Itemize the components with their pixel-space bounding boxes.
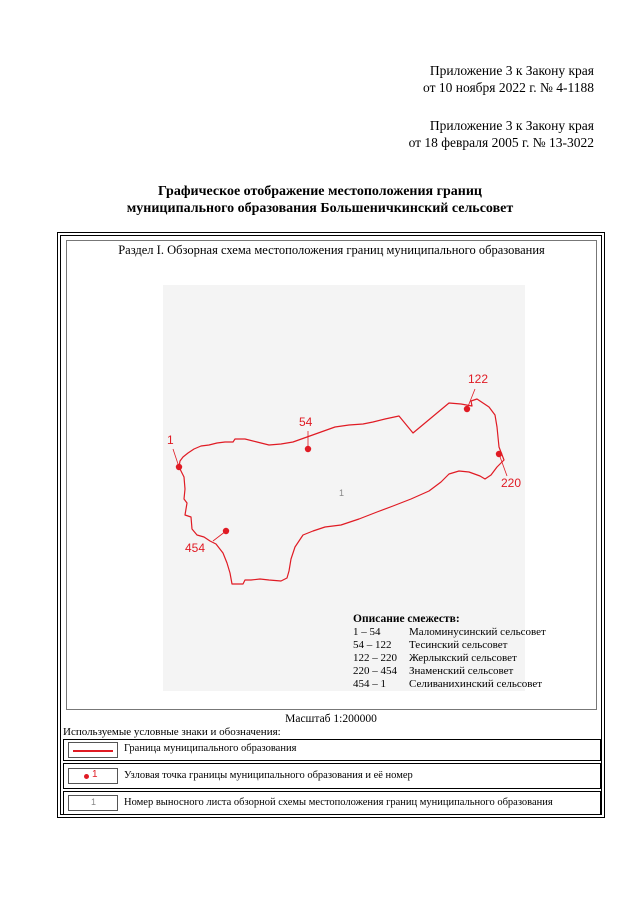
legend-item-label: Номер выносного листа обзорной схемы местоположения границ муниципального образования [124,797,553,808]
adjacency-range: 122 – 220 [353,652,397,664]
adjacency-neighbor: Маломинусинский сельсовет [409,626,546,638]
sheet-number: 1 [339,488,345,498]
adjacency-range: 220 – 454 [353,665,397,677]
sheet-number-icon-label: 1 [91,797,97,807]
adjacency-neighbor: Жерлыкский сельсовет [409,652,517,664]
document-title-line2: муниципального образования Большеничкинский сельсовет [126,201,514,216]
adjacency-description [353,613,546,691]
adjacency-row [353,652,546,665]
adjacency-range: 454 – 1 [353,678,386,690]
node-label-454: 454 [185,541,206,555]
section-title: Раздел I. Обзорная схема местоположения границ муниципального образования [118,243,545,257]
red-point-icon [68,768,118,784]
law-reference-2-line1: Приложение 3 к Закону края [429,118,594,133]
node-label-1: 1 [167,433,174,447]
node-label-220: 220 [501,476,522,490]
node-label-54: 54 [299,415,313,429]
map-scale: Масштаб 1:200000 [285,713,377,725]
law-reference-2 [409,117,594,151]
overview-section [66,240,597,710]
legend-item-node-point [63,763,601,789]
node-point-220 [496,451,522,490]
adjacency-neighbor: Тесинский сельсовет [409,639,508,651]
law-reference-1-line2: от 10 ноября 2022 г. № 4-1188 [423,80,594,95]
document-title-line1: Графическое отображение местоположения границ [158,184,482,199]
legend-item-boundary [63,739,601,761]
map-frame-inner [60,235,602,815]
red-line-icon [68,742,118,758]
red-point-icon-label: 1 [92,769,98,780]
legend-item-label: Узловая точка границы муниципального образования и её номер [124,770,413,781]
adjacency-row [353,626,546,639]
adjacency-row [353,639,546,652]
adjacency-title: Описание смежеств: [353,613,460,625]
node-point-1 [167,433,182,470]
legend-title: Используемые условные знаки и обозначения: [63,726,281,738]
node-point-454 [185,528,229,555]
adjacency-range: 1 – 54 [353,626,381,638]
law-reference-1-line1: Приложение 3 к Закону края [429,63,594,78]
law-reference-1 [423,62,594,96]
law-reference-2-line2: от 18 февраля 2005 г. № 13-3022 [408,135,594,150]
sheet-number-icon [68,795,118,811]
legend-item-label: Граница муниципального образования [124,743,297,754]
document-title [0,183,640,217]
adjacency-row [353,678,546,691]
node-point-54 [299,415,313,452]
node-point-122 [464,372,489,412]
node-label-122: 122 [468,372,489,386]
adjacency-range: 54 – 122 [353,639,392,651]
legend-item-sheet-number [63,791,601,815]
map-frame [57,232,605,818]
adjacency-neighbor: Знаменский сельсовет [409,665,514,677]
adjacency-row [353,665,546,678]
adjacency-neighbor: Селиванихинский сельсовет [409,678,543,690]
